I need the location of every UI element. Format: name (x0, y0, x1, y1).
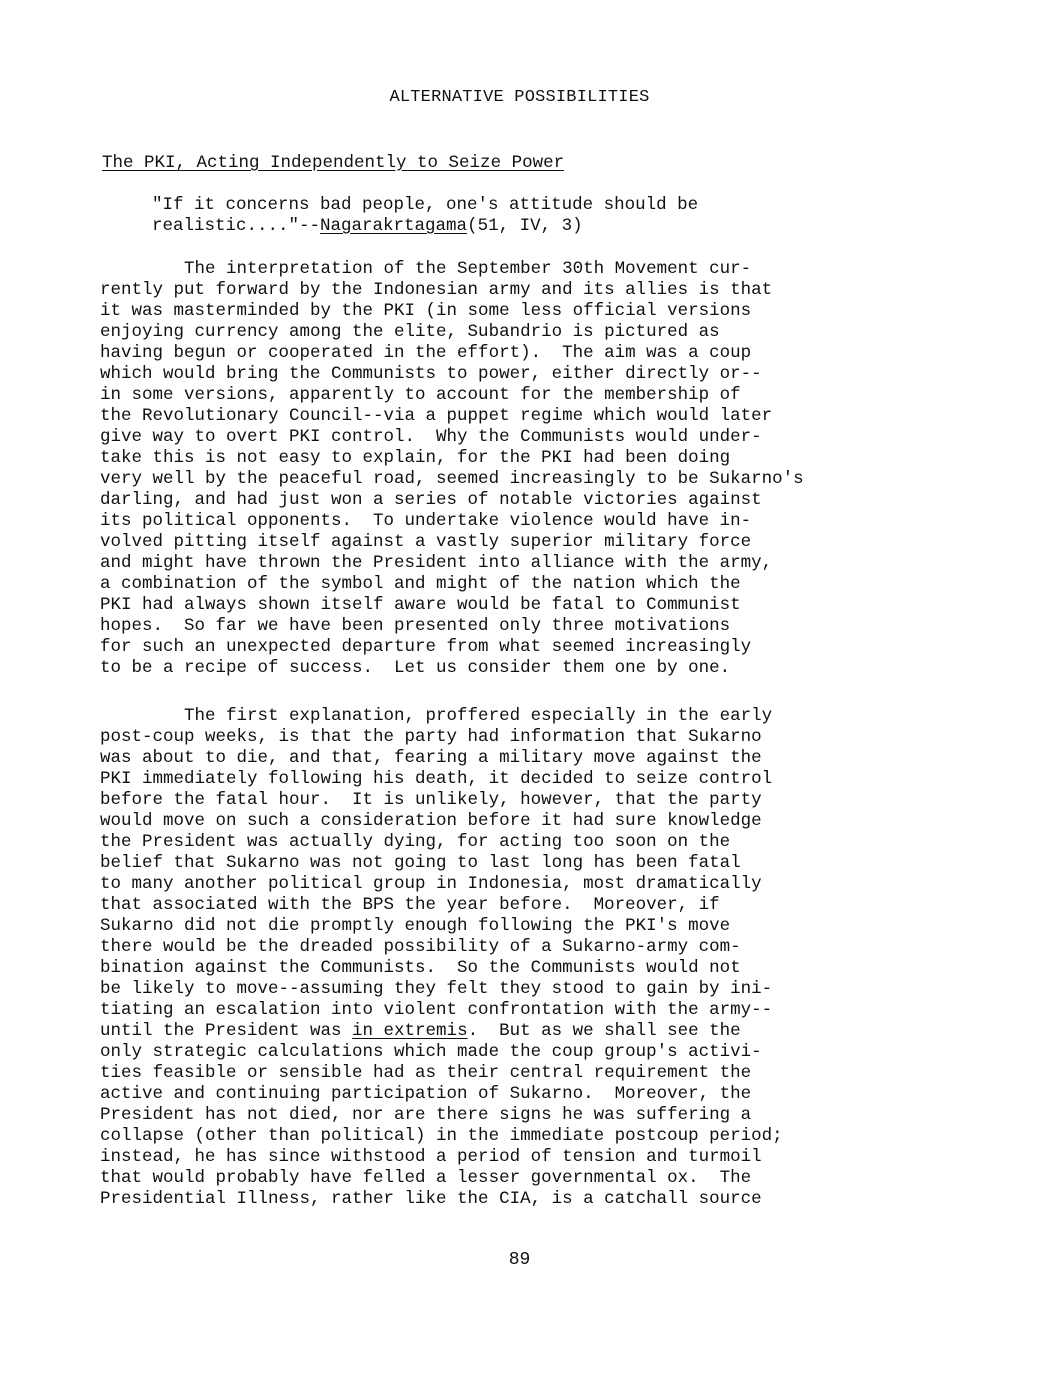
text-line: belief that Sukarno was not going to last long has been fatal (100, 853, 741, 873)
text-line: there would be the dreaded possibility of a Sukarno-army com- (100, 937, 741, 957)
text-line: enjoying currency among the elite, Subandrio is pictured as (100, 322, 720, 342)
text-line: active and continuing participation of Sukarno. Moreover, the (100, 1084, 752, 1104)
epigraph-source: Nagarakrtagama (320, 216, 468, 236)
epigraph-line (152, 216, 698, 237)
text-line: hopes. So far we have been presented only three motivations (100, 616, 731, 636)
text-line: ties feasible or sensible had as their central requirement the (100, 1063, 752, 1083)
text-line: was about to die, and that, fearing a military move against the (100, 748, 762, 768)
text-line: very well by the peaceful road, seemed increasingly to be Sukarno's (100, 469, 804, 489)
text-line: instead, he has since withstood a period of tension and turmoil (100, 1147, 762, 1167)
paragraph-1 (100, 259, 804, 679)
text-segment: . But as we shall see the (467, 1021, 741, 1041)
text-line: to many another political group in Indonesia, most dramatically (100, 874, 762, 894)
epigraph-line: "If it concerns bad people, one's attitude should be (152, 195, 699, 215)
text-line: give way to overt PKI control. Why the Communists would under- (100, 427, 762, 447)
text-line: PKI immediately following his death, it decided to seize control (100, 769, 773, 789)
page-number: 89 (508, 1250, 531, 1270)
text-line: The first explanation, proffered especially in the early (100, 706, 773, 726)
text-line: Presidential Illness, rather like the CIA, is a catchall source (100, 1189, 762, 1209)
text-line: Sukarno did not die promptly enough following the PKI's move (100, 916, 731, 936)
text-line: rently put forward by the Indonesian army and its allies is that (100, 280, 773, 300)
text-line: it was masterminded by the PKI (in some less official versions (100, 301, 752, 321)
text-segment: until the President was (100, 1021, 353, 1041)
text-line: would move on such a consideration before it had sure knowledge (100, 811, 762, 831)
text-line: take this is not easy to explain, for the PKI had been doing (100, 448, 731, 468)
text-line: The interpretation of the September 30th Movement cur- (100, 259, 752, 279)
text-line: the Revolutionary Council--via a puppet regime which would later (100, 406, 773, 426)
text-line: before the fatal hour. It is unlikely, however, that the party (100, 790, 762, 810)
paragraph-2 (100, 706, 783, 1210)
text-line: tiating an escalation into violent confrontation with the army-- (100, 1000, 773, 1020)
text-line: to be a recipe of success. Let us consider them one by one. (100, 658, 731, 678)
text-line: be likely to move--assuming they felt they stood to gain by ini- (100, 979, 773, 999)
text-line: that associated with the BPS the year before. Moreover, if (100, 895, 720, 915)
emphasized-phrase: in extremis (352, 1021, 468, 1041)
section-title: The PKI, Acting Independently to Seize Power (102, 153, 565, 173)
text-line: and might have thrown the President into alliance with the army, (100, 553, 773, 573)
page-heading: ALTERNATIVE POSSIBILITIES (389, 88, 650, 107)
text-line: the President was actually dying, for acting too soon on the (100, 832, 731, 852)
text-line: a combination of the symbol and might of the nation which the (100, 574, 741, 594)
text-line: darling, and had just won a series of notable victories against (100, 490, 762, 510)
text-line: in some versions, apparently to account for the membership of (100, 385, 741, 405)
text-line: for such an unexpected departure from what seemed increasingly (100, 637, 752, 657)
text-line: President has not died, nor are there signs he was suffering a (100, 1105, 752, 1125)
text-line: collapse (other than political) in the immediate postcoup period; (100, 1126, 783, 1146)
epigraph-citation: (51, IV, 3) (467, 216, 583, 236)
text-line: which would bring the Communists to power, either directly or-- (100, 364, 762, 384)
text-line: post-coup weeks, is that the party had information that Sukarno (100, 727, 762, 747)
text-line: volved pitting itself against a vastly superior military force (100, 532, 752, 552)
text-line: that would probably have felled a lesser governmental ox. The (100, 1168, 752, 1188)
text-line: its political opponents. To undertake violence would have in- (100, 511, 752, 531)
text-line: only strategic calculations which made the coup group's activi- (100, 1042, 762, 1062)
text-line: bination against the Communists. So the Communists would not (100, 958, 741, 978)
epigraph-quote-end: realistic...."-- (152, 216, 321, 236)
text-line: PKI had always shown itself aware would be fatal to Communist (100, 595, 741, 615)
text-line: having begun or cooperated in the effort). The aim was a coup (100, 343, 752, 363)
text-line (100, 1021, 783, 1042)
epigraph (152, 195, 698, 237)
